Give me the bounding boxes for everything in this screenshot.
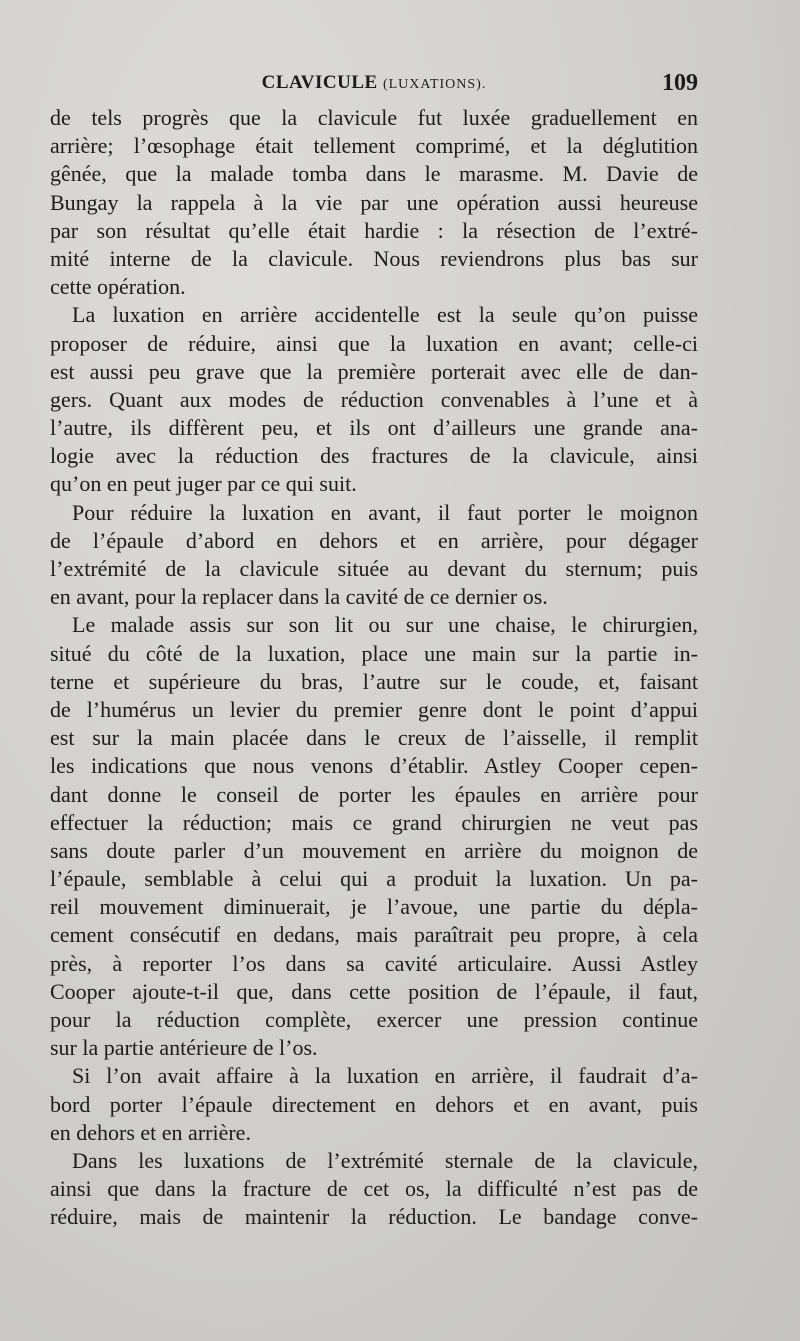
text-line: cement consécutif en dedans, mais paraîtrait peu propre, à cela <box>50 922 698 948</box>
running-title-main: CLAVICULE <box>261 72 378 93</box>
text-line: Bungay la rappela à la vie par une opération aussi heureuse <box>50 189 698 215</box>
paragraph-first-line: Le malade assis sur son lit ou sur une chaise, le chirurgien, <box>72 612 698 638</box>
running-title-sub: (LUXATIONS). <box>382 77 487 92</box>
text-line: sur la partie antérieure de l’os. <box>50 1035 318 1061</box>
text-line: près, à reporter l’os dans sa cavité articulaire. Aussi Astley <box>50 950 698 976</box>
text-line: gênée, que la malade tomba dans le marasme. M. Davie de <box>50 161 698 187</box>
text-line: réduire, mais de maintenir la réduction. Le bandage conve- <box>50 1204 698 1230</box>
text-line: proposer de réduire, ainsi que la luxation en avant; celle-ci <box>50 330 698 356</box>
paragraph-first-line: La luxation en arrière accidentelle est la seule qu’on puisse <box>72 302 698 328</box>
paragraph-first-line: Si l’on avait affaire à la luxation en arrière, il faudrait d’a- <box>72 1063 698 1089</box>
text-line: par son résultat qu’elle était hardie : la résection de l’extré- <box>50 217 698 243</box>
text-line: terne et supérieure du bras, l’autre sur le coude, et, faisant <box>50 668 698 694</box>
text-line: gers. Quant aux modes de réduction convenables à l’une et à <box>50 386 698 412</box>
text-line: en dehors et en arrière. <box>50 1119 251 1145</box>
text-line: mité interne de la clavicule. Nous reviendrons plus bas sur <box>50 245 698 271</box>
text-line: sans doute parler d’un mouvement en arrière du moignon de <box>50 837 698 863</box>
body-text <box>50 104 698 1232</box>
text-line: l’autre, ils diffèrent peu, et ils ont d’ailleurs une grande ana- <box>50 415 698 441</box>
running-head <box>50 70 698 102</box>
text-line: situé du côté de la luxation, place une main sur la partie in- <box>50 640 698 666</box>
text-line: Cooper ajoute-t-il que, dans cette position de l’épaule, il faut, <box>50 978 698 1004</box>
text-line: dant donne le conseil de porter les épaules en arrière pour <box>50 781 698 807</box>
text-line: cette opération. <box>50 274 186 300</box>
paragraph-first-line: Pour réduire la luxation en avant, il faut porter le moignon <box>72 499 698 525</box>
text-line: effectuer la réduction; mais ce grand chirurgien ne veut pas <box>50 809 698 835</box>
text-line: de tels progrès que la clavicule fut luxée graduellement en <box>50 105 698 130</box>
text-line: de l’épaule d’abord en dehors et en arrière, pour dégager <box>50 527 698 553</box>
text-line: les indications que nous venons d’établir. Astley Cooper cepen- <box>50 753 698 779</box>
page-number: 109 <box>662 70 698 96</box>
text-line: arrière; l’œsophage était tellement comprimé, et la déglutition <box>50 133 698 159</box>
paragraph-first-line: Dans les luxations de l’extrémité sternale de la clavicule, <box>72 1147 698 1173</box>
text-line: bord porter l’épaule directement en dehors et en avant, puis <box>50 1091 698 1117</box>
text-line: ainsi que dans la fracture de cet os, la difficulté n’est pas de <box>50 1176 698 1202</box>
text-line: en avant, pour la replacer dans la cavité de ce dernier os. <box>50 584 548 610</box>
text-line: de l’humérus un levier du premier genre dont le point d’appui <box>50 696 698 722</box>
text-line: pour la réduction complète, exercer une pression continue <box>50 1007 698 1032</box>
text-line: l’extrémité de la clavicule située au devant du sternum; puis <box>50 556 698 581</box>
text-line: reil mouvement diminuerait, je l’avoue, une partie du dépla- <box>50 894 698 920</box>
text-line: logie avec la réduction des fractures de la clavicule, ainsi <box>50 443 698 469</box>
running-title <box>50 72 698 94</box>
text-line: est sur la main placée dans le creux de l’aisselle, il remplit <box>50 725 698 751</box>
text-line: est aussi peu grave que la première porterait avec elle de dan- <box>50 358 698 384</box>
text-line: l’épaule, semblable à celui qui a produit la luxation. Un pa- <box>50 866 698 892</box>
text-line: qu’on en peut juger par ce qui suit. <box>50 471 357 497</box>
